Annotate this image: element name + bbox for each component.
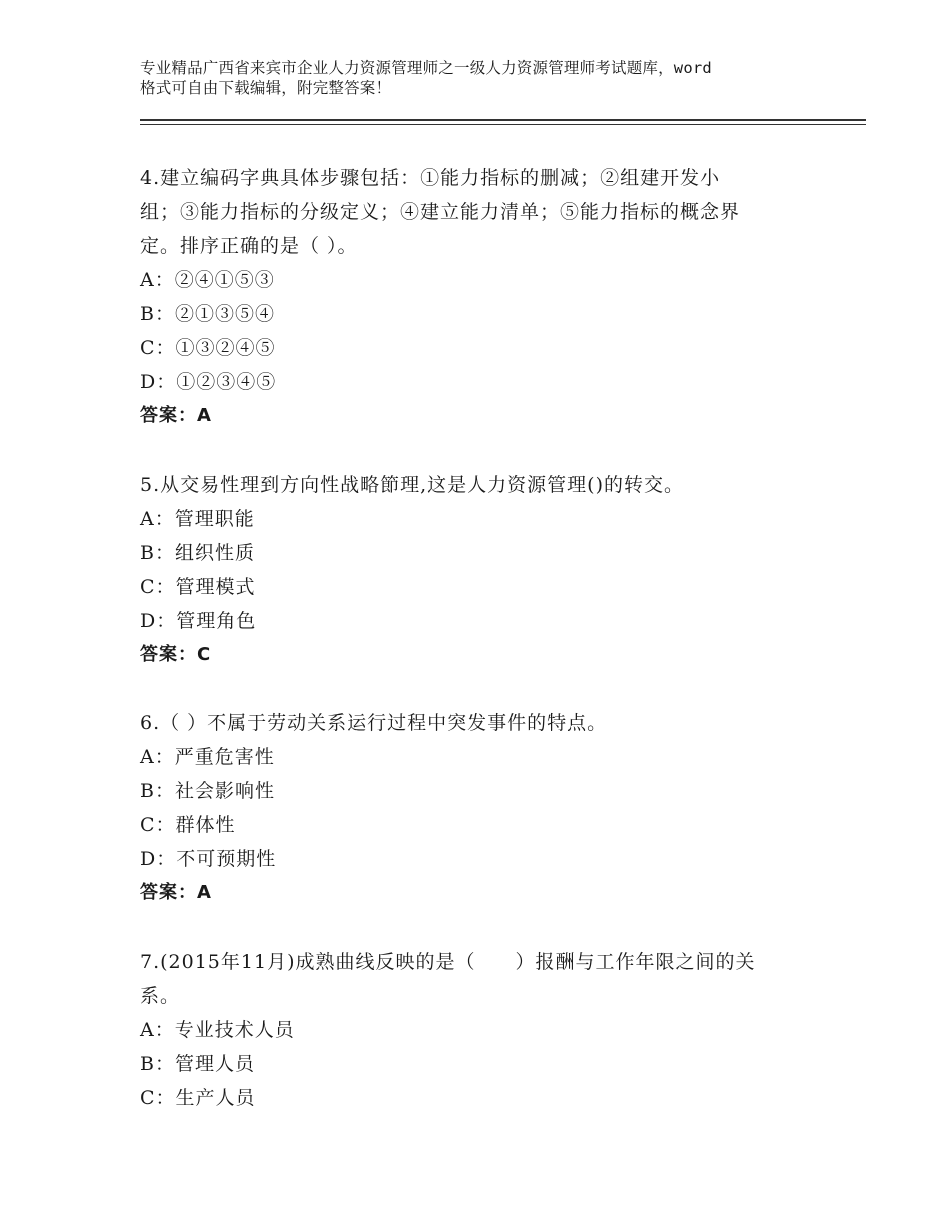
answer-label: 答案：A bbox=[140, 405, 212, 426]
option-a: A：严重危害性 bbox=[140, 746, 275, 768]
question-6 bbox=[140, 706, 820, 910]
option-a: A：②④①⑤③ bbox=[140, 269, 275, 291]
stem-line: 组；③能力指标的分级定义；④建立能力清单；⑤能力指标的概念界 bbox=[140, 201, 741, 223]
option-b: B：组织性质 bbox=[140, 542, 255, 564]
option-c: C：管理模式 bbox=[140, 576, 256, 598]
question-stem bbox=[140, 468, 820, 502]
option-d: D：不可预期性 bbox=[140, 848, 277, 870]
option-d: D：管理角色 bbox=[140, 610, 257, 632]
option-b: B：社会影响性 bbox=[140, 780, 275, 802]
answer-label: 答案：A bbox=[140, 882, 212, 903]
option-b: B：②①③⑤④ bbox=[140, 303, 275, 325]
answer-label: 答案：C bbox=[140, 644, 212, 665]
option-a: A：管理职能 bbox=[140, 508, 255, 530]
stem-line: 7.(2015年11月)成熟曲线反映的是（ ）报酬与工作年限之间的关 bbox=[140, 951, 756, 973]
stem-line: 4.建立编码字典具体步骤包括：①能力指标的删减；②组建开发小 bbox=[140, 167, 721, 189]
question-5 bbox=[140, 468, 820, 672]
question-stem bbox=[140, 945, 820, 1013]
question-7 bbox=[140, 945, 820, 1115]
header-line-2: 格式可自由下载编辑，附完整答案！ bbox=[140, 79, 392, 97]
option-c: C：①③②④⑤ bbox=[140, 337, 276, 359]
question-stem bbox=[140, 706, 820, 740]
option-d: D：①②③④⑤ bbox=[140, 371, 277, 393]
header-divider-thin bbox=[140, 124, 866, 125]
option-b: B：管理人员 bbox=[140, 1053, 255, 1075]
question-stem bbox=[140, 161, 820, 263]
stem-line: 5.从交易性理到方向性战略節理,这是人力资源管理()的转交。 bbox=[140, 474, 684, 496]
option-c: C：群体性 bbox=[140, 814, 236, 836]
option-c: C：生产人员 bbox=[140, 1087, 256, 1109]
stem-line: 定。排序正确的是（ ）。 bbox=[140, 235, 358, 257]
question-4 bbox=[140, 161, 820, 433]
stem-line: 6.（ ）不属于劳动关系运行过程中突发事件的特点。 bbox=[140, 712, 608, 734]
header-line-1: 专业精品广西省来宾市企业人力资源管理师之一级人力资源管理师考试题库，word bbox=[140, 59, 712, 77]
option-a: A：专业技术人员 bbox=[140, 1019, 295, 1041]
document-header bbox=[140, 58, 830, 98]
stem-line: 系。 bbox=[140, 985, 181, 1007]
header-divider-thick bbox=[140, 119, 866, 121]
